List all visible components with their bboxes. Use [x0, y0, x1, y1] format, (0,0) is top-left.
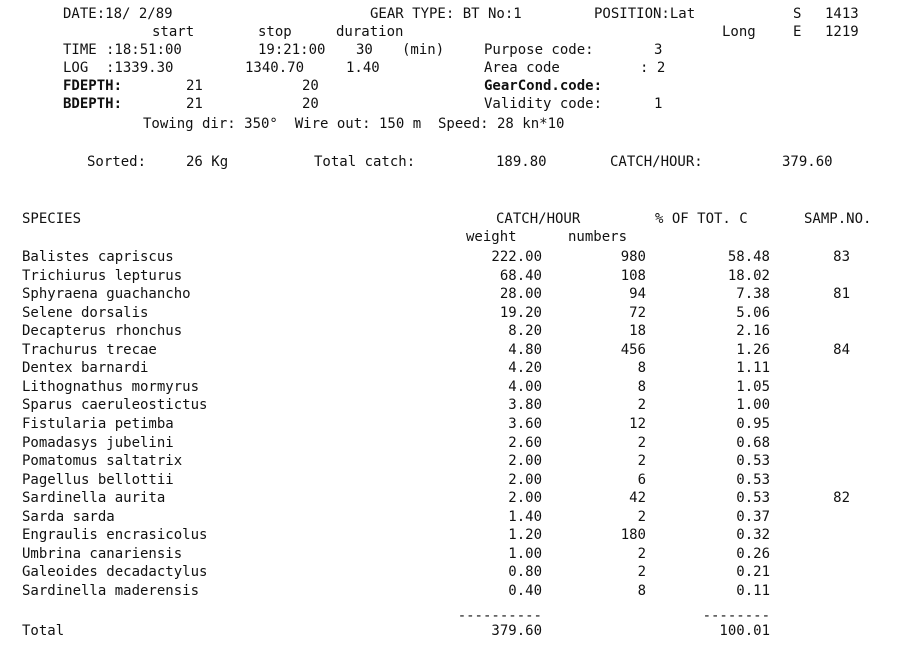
weight-value: 222.00: [491, 249, 542, 265]
sorted-value: 26 Kg: [186, 154, 229, 170]
percent-value: 1.05: [736, 378, 770, 395]
percent-value: 1.11: [736, 360, 770, 377]
fdepth-stop: 20: [302, 78, 319, 94]
percent-value: 0.37: [736, 508, 770, 525]
percent-value: 2.16: [736, 323, 770, 340]
sample-number: 84: [833, 341, 850, 358]
total-percent-underline: --------: [702, 608, 770, 624]
numbers-value: 6: [637, 471, 646, 488]
percent-value: 7.38: [736, 286, 770, 303]
weight-value: 4.00: [508, 378, 542, 395]
species-name: Balistes capriscus: [22, 249, 174, 265]
position-label: POSITION:Lat: [594, 6, 696, 22]
numbers-value: 2: [637, 397, 646, 414]
weight-value: 1.40: [508, 508, 542, 525]
species-name: Dentex barnardi: [22, 360, 149, 377]
weight-value: 28.00: [499, 286, 542, 303]
species-name: Sphyraena guachancho: [22, 286, 191, 303]
percent-value: 1.00: [736, 397, 770, 414]
longitude-hemisphere: E: [793, 24, 802, 40]
percent-value: 0.53: [736, 490, 770, 507]
percent-value: 58.48: [727, 249, 770, 265]
numbers-value: 42: [629, 490, 646, 507]
percent-value: 0.11: [736, 582, 770, 599]
sample-number-column-header: SAMP.NO.: [804, 211, 872, 227]
time-label: TIME: [63, 42, 97, 58]
total-weight-value: 379.60: [491, 623, 542, 639]
time-unit: (min): [402, 42, 445, 58]
weight-value: 1.20: [508, 527, 542, 544]
total-catch-value: 189.80: [496, 154, 547, 170]
weight-value: 4.20: [508, 360, 542, 377]
species-name: Sparus caeruleostictus: [22, 397, 208, 414]
log-label: LOG: [63, 60, 89, 76]
towing-info-line: Towing dir: 350° Wire out: 150 m Speed: 28 kn*10: [143, 116, 565, 132]
longitude-label: Long: [722, 24, 756, 40]
species-name: Galeoides decadactylus: [22, 564, 208, 581]
log-stop: 1340.70: [245, 60, 305, 76]
numbers-value: 108: [620, 267, 646, 284]
bdepth-label: BDEPTH:: [63, 96, 123, 112]
numbers-value: 180: [620, 527, 646, 544]
species-name: Trichiurus lepturus: [22, 267, 183, 284]
gear-type-field: GEAR TYPE: BT No:1: [370, 6, 522, 22]
sample-number: 83: [833, 249, 850, 265]
percent-value: 0.32: [736, 527, 770, 544]
numbers-value: 94: [629, 286, 646, 303]
time-start: :18:51:00: [106, 42, 182, 58]
catch-per-hour-value: 379.60: [782, 154, 833, 170]
species-name: Trachurus trecae: [22, 341, 157, 358]
species-name: Sarda sarda: [22, 508, 115, 525]
weight-value: 4.80: [508, 341, 542, 358]
purpose-code-label: Purpose code:: [484, 42, 594, 58]
numbers-value: 456: [620, 341, 646, 358]
numbers-value: 8: [637, 378, 646, 395]
time-stop: 19:21:00: [258, 42, 326, 58]
species-name: Engraulis encrasicolus: [22, 527, 208, 544]
validity-code-value: 1: [654, 96, 663, 112]
percent-value: 5.06: [736, 304, 770, 321]
log-start: :1339.30: [106, 60, 174, 76]
species-name: Decapterus rhonchus: [22, 323, 183, 340]
percent-value: 0.95: [736, 415, 770, 432]
weight-value: 68.40: [499, 267, 542, 284]
percent-value: 0.68: [736, 434, 770, 451]
total-catch-label: Total catch:: [314, 154, 416, 170]
numbers-value: 2: [637, 453, 646, 470]
validity-code-label: Validity code:: [484, 96, 603, 112]
fdepth-start: 21: [186, 78, 203, 94]
weight-value: 0.80: [508, 564, 542, 581]
weight-value: 1.00: [508, 545, 542, 562]
log-duration: 1.40: [346, 60, 380, 76]
weight-value: 3.60: [508, 415, 542, 432]
date-field: DATE:18/ 2/89: [63, 6, 173, 22]
catch-hour-column-header: CATCH/HOUR: [496, 211, 581, 227]
time-duration: 30: [356, 42, 373, 58]
weight-value: 2.00: [508, 471, 542, 488]
percent-value: 1.26: [736, 341, 770, 358]
sample-number: 82: [833, 490, 850, 507]
species-name: Fistularia petimba: [22, 415, 174, 432]
fdepth-label: FDEPTH:: [63, 78, 123, 94]
numbers-value: 2: [637, 564, 646, 581]
species-name: Selene dorsalis: [22, 304, 149, 321]
numbers-value: 72: [629, 304, 646, 321]
longitude-value: 1219: [825, 24, 859, 40]
percent-value: 18.02: [727, 267, 770, 284]
numbers-value: 12: [629, 415, 646, 432]
gearcond-code-label: GearCond.code:: [484, 78, 603, 94]
numbers-subheader: numbers: [568, 229, 628, 245]
weight-subheader: weight: [466, 229, 517, 245]
species-name: Pomatomus saltatrix: [22, 453, 183, 470]
species-column-header: SPECIES: [22, 211, 82, 227]
species-name: Lithognathus mormyrus: [22, 378, 200, 395]
total-percent-value: 100.01: [719, 623, 770, 639]
numbers-value: 8: [637, 582, 646, 599]
numbers-value: 2: [637, 434, 646, 451]
weight-value: 2.00: [508, 490, 542, 507]
species-name: Pagellus bellottii: [22, 471, 174, 488]
area-code-value: : 2: [640, 60, 666, 76]
latitude-value: 1413: [825, 6, 859, 22]
bdepth-stop: 20: [302, 96, 319, 112]
percent-value: 0.26: [736, 545, 770, 562]
sample-number: 81: [833, 286, 850, 303]
purpose-code-value: 3: [654, 42, 663, 58]
weight-value: 0.40: [508, 582, 542, 599]
percent-value: 0.53: [736, 453, 770, 470]
percent-value: 0.21: [736, 564, 770, 581]
bdepth-start: 21: [186, 96, 203, 112]
weight-value: 8.20: [508, 323, 542, 340]
catch-per-hour-label: CATCH/HOUR:: [610, 154, 703, 170]
numbers-value: 980: [620, 249, 646, 265]
percent-value: 0.53: [736, 471, 770, 488]
total-label: Total: [22, 623, 65, 639]
numbers-value: 8: [637, 360, 646, 377]
species-name: Sardinella maderensis: [22, 582, 200, 599]
weight-value: 3.80: [508, 397, 542, 414]
weight-value: 2.60: [508, 434, 542, 451]
percent-total-column-header: % OF TOT. C: [655, 211, 748, 227]
column-stop-heading: stop: [258, 24, 292, 40]
column-duration-heading: duration: [336, 24, 404, 40]
weight-value: 19.20: [499, 304, 542, 321]
sorted-label: Sorted:: [87, 154, 147, 170]
area-code-label: Area code: [484, 60, 560, 76]
numbers-value: 2: [637, 545, 646, 562]
species-name: Sardinella aurita: [22, 490, 166, 507]
numbers-value: 2: [637, 508, 646, 525]
column-start-heading: start: [152, 24, 195, 40]
numbers-value: 18: [629, 323, 646, 340]
total-weight-underline: ----------: [457, 608, 542, 624]
weight-value: 2.00: [508, 453, 542, 470]
latitude-hemisphere: S: [793, 6, 802, 22]
species-name: Pomadasys jubelini: [22, 434, 174, 451]
species-name: Umbrina canariensis: [22, 545, 183, 562]
